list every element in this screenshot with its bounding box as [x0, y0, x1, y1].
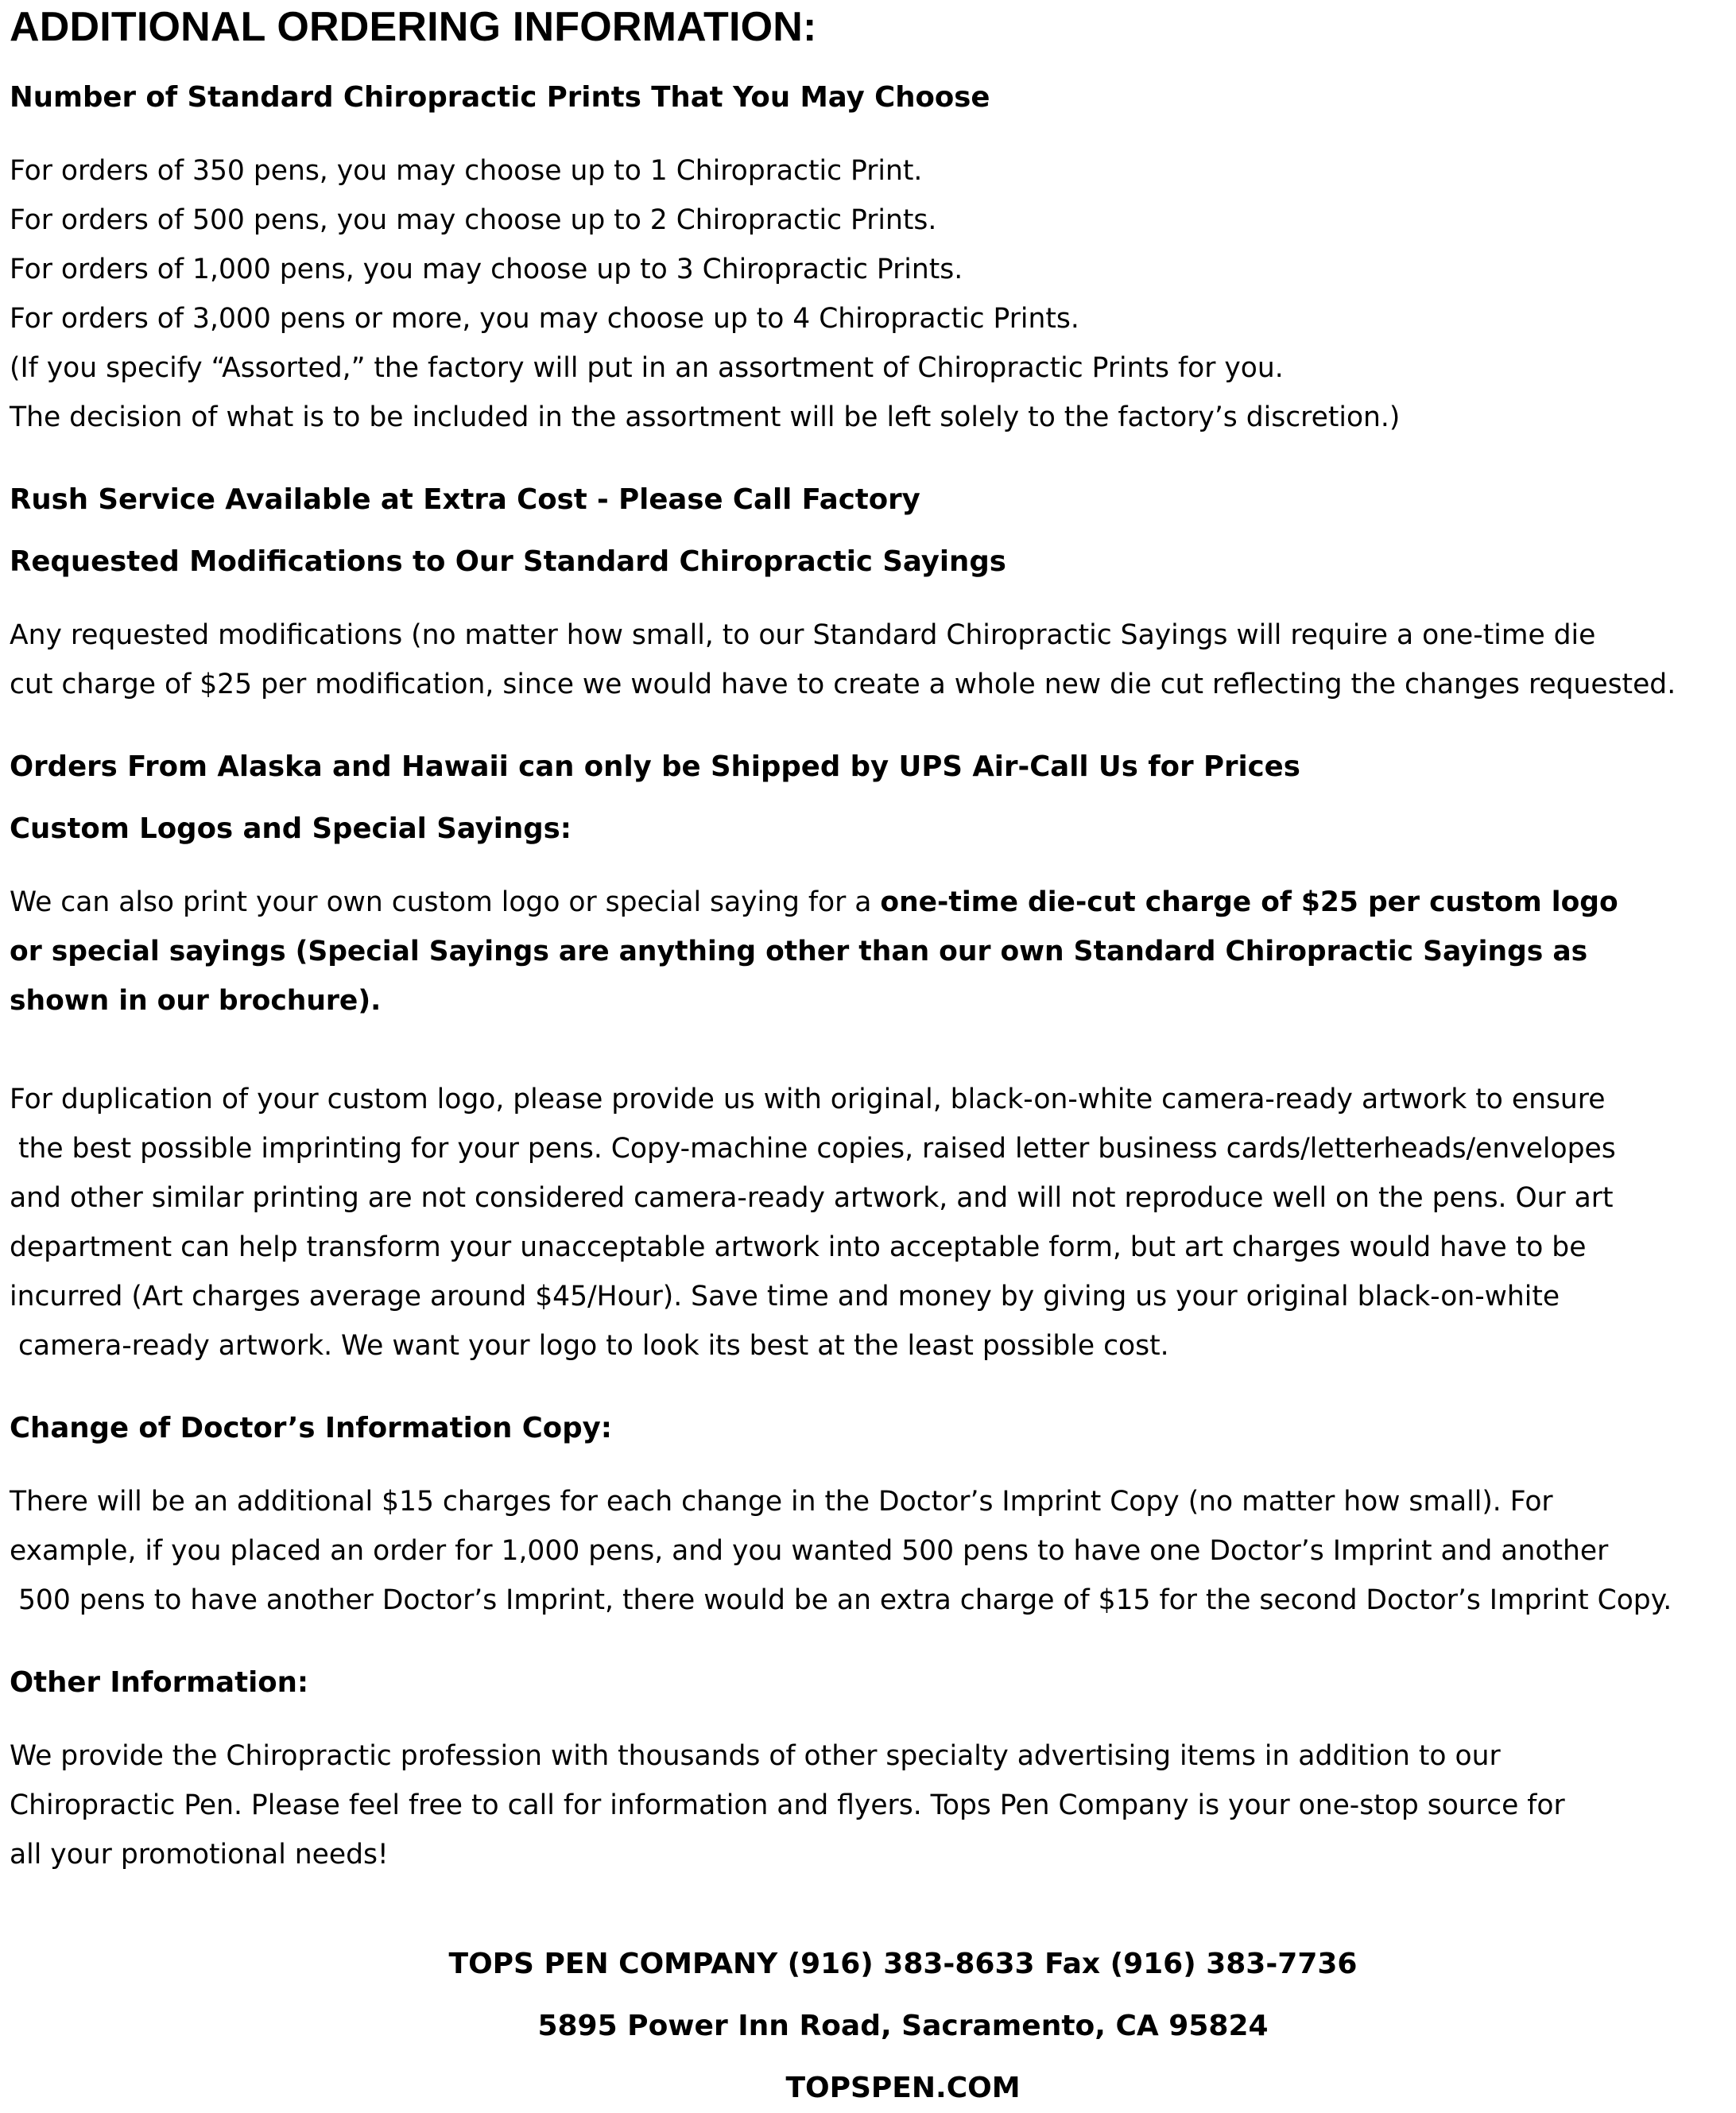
other-line: We provide the Chiropractic profession with thousands of other specialty advertising items in addition to our	[10, 1740, 1501, 1772]
modifications-line: cut charge of $25 per modification, since we would have to create a whole new die cut reflecting the changes requested.	[10, 669, 1676, 700]
doctor-change-text	[10, 1477, 1733, 1625]
prints-line: For orders of 500 pens, you may choose up to 2 Chiropractic Prints.	[10, 204, 937, 236]
custom-logos-heading: Custom Logos and Special Sayings:	[10, 812, 572, 845]
duplication-line: the best possible imprinting for your pens. Copy-machine copies, raised letter business cards/letterheads/envelopes	[10, 1133, 1616, 1165]
footer-website: TOPSPEN.COM	[785, 2072, 1021, 2104]
prints-line: The decision of what is to be included in the assortment will be left solely to the factory’s discretion.)	[10, 401, 1401, 433]
doctor-change-heading: Change of Doctor’s Information Copy:	[10, 1412, 612, 1444]
duplication-line: For duplication of your custom logo, please provide us with original, black-on-white camera-ready artwork to ensure	[10, 1084, 1606, 1115]
modifications-line: Any requested modifications (no matter how small, to our Standard Chiropractic Sayings will require a one-time die	[10, 619, 1596, 651]
other-text	[10, 1731, 1733, 1879]
duplication-text	[10, 1075, 1733, 1371]
prints-heading: Number of Standard Chiropractic Prints That You May Choose	[10, 81, 990, 114]
duplication-line: and other similar printing are not considered camera-ready artwork, and will not reproduce well on the pens. Our art	[10, 1182, 1614, 1214]
prints-line: For orders of 350 pens, you may choose up to 1 Chiropractic Print.	[10, 155, 923, 187]
other-line: Chiropractic Pen. Please feel free to call for information and flyers. Tops Pen Company is your one-stop source for	[10, 1789, 1565, 1821]
doctor-change-line: example, if you placed an order for 1,000 pens, and you wanted 500 pens to have one Doctor’s Imprint and another	[10, 1535, 1609, 1567]
other-heading: Other Information:	[10, 1666, 309, 1699]
prints-line: (If you specify “Assorted,” the factory will put in an assortment of Chiropractic Prints for you.	[10, 352, 1284, 384]
duplication-line: department can help transform your unacceptable artwork into acceptable form, but art charges would have to be	[10, 1231, 1587, 1263]
custom-logos-normal: We can also print your own custom logo or special saying for a	[10, 886, 881, 918]
alaska-heading: Orders From Alaska and Hawaii can only be Shipped by UPS Air-Call Us for Prices	[10, 750, 1300, 783]
doctor-change-line: 500 pens to have another Doctor’s Imprint, there would be an extra charge of $15 for the second Doctor’s Imprint Copy.	[10, 1584, 1672, 1616]
modifications-text	[10, 611, 1733, 709]
custom-logos-line	[10, 878, 1733, 927]
other-line: all your promotional needs!	[10, 1839, 389, 1871]
rush-heading: Rush Service Available at Extra Cost - Please Call Factory	[10, 483, 920, 516]
custom-logos-bold-line: shown in our brochure).	[10, 985, 382, 1017]
prints-line: For orders of 1,000 pens, you may choose up to 3 Chiropractic Prints.	[10, 254, 963, 285]
duplication-line: incurred (Art charges average around $45/Hour). Save time and money by giving us your original black-on-white	[10, 1281, 1560, 1312]
duplication-line: camera-ready artwork. We want your logo to look its best at the least possible cost.	[10, 1330, 1169, 1362]
document	[10, 0, 1733, 1879]
footer-address-line: 5895 Power Inn Road, Sacramento, CA 95824	[537, 2010, 1269, 2042]
page-title: ADDITIONAL ORDERING INFORMATION:	[10, 4, 817, 50]
footer-company-line: TOPS PEN COMPANY (916) 383-8633 Fax (916) 383-7736	[448, 1948, 1358, 1980]
custom-logos-text	[10, 878, 1733, 1025]
prints-list	[10, 146, 1733, 442]
custom-logos-bold-line: or special sayings (Special Sayings are anything other than our own Standard Chiropractic Sayings as	[10, 936, 1588, 967]
prints-line: For orders of 3,000 pens or more, you may choose up to 4 Chiropractic Prints.	[10, 303, 1079, 335]
modifications-heading: Requested Modifications to Our Standard Chiropractic Sayings	[10, 545, 1006, 578]
doctor-change-line: There will be an additional $15 charges for each change in the Doctor’s Imprint Copy (no matter how small). For	[10, 1486, 1553, 1518]
custom-logos-bold: one-time die-cut charge of $25 per custom logo	[880, 886, 1618, 918]
